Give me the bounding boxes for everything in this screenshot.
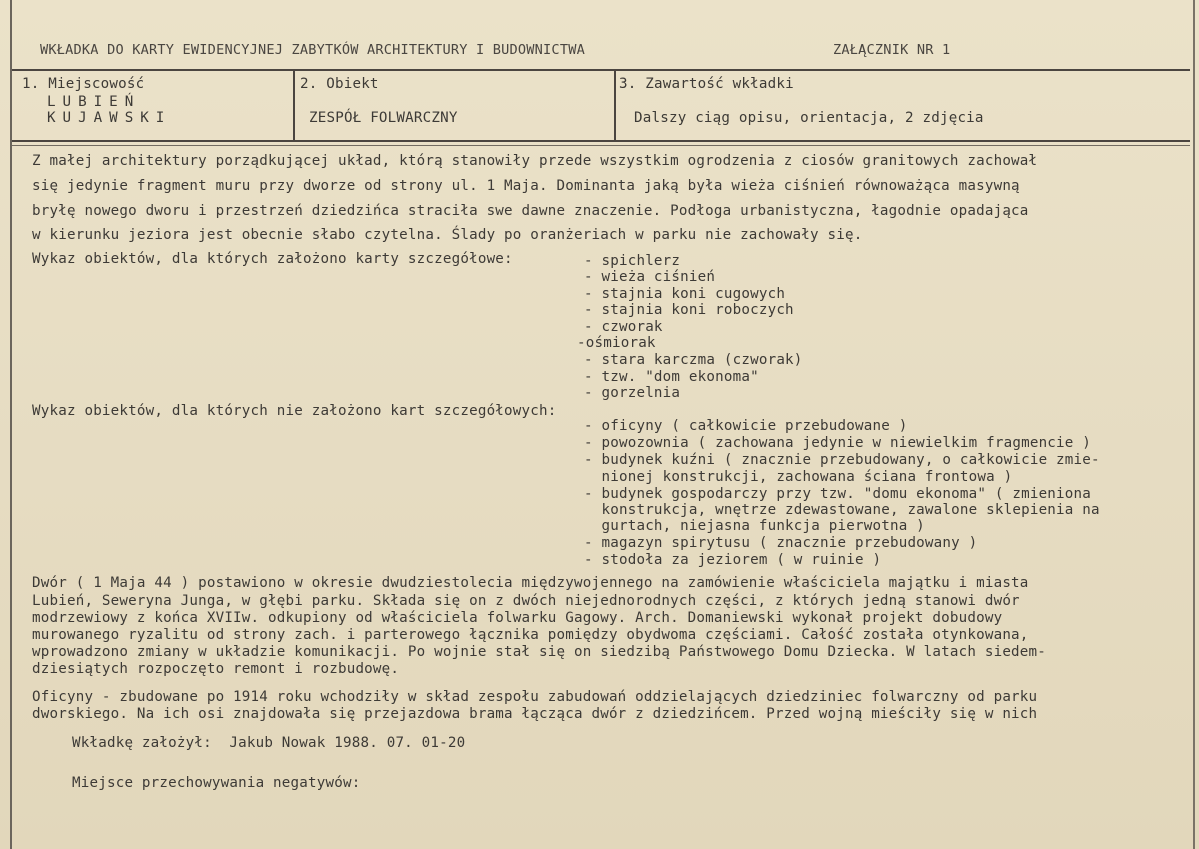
para3-line: Oficyny - zbudowane po 1914 roku wchodziły w skład zespołu zabudowań oddzielających dziedziniec folwarczny od parku [32, 689, 1038, 705]
list2-item: nionej konstrukcji, zachowana ściana frontowa ) [584, 469, 1013, 485]
author-line: Wkładkę założył: Jakub Nowak 1988. 07. 01-20 [72, 735, 466, 751]
list1-item: - spichlerz [584, 253, 681, 269]
list1-item: - stajnia koni cugowych [584, 286, 786, 302]
list2-item: - budynek kuźni ( znacznie przebudowany, o całkowicie zmie- [584, 452, 1100, 468]
field-divider-2 [614, 70, 616, 141]
place-line1: LUBIEŃ [47, 94, 141, 110]
list2-item: gurtach, niejasna funkcja pierwotna ) [584, 518, 925, 534]
list2-item: - budynek gospodarczy przy tzw. "domu ekonoma" ( zmieniona [584, 486, 1092, 502]
list2-intro: Wykaz obiektów, dla których nie założono kart szczegółowych: [32, 403, 557, 419]
place-label: 1. Miejscowość [22, 76, 145, 92]
para1-line: się jedynie fragment muru przy dworze od strony ul. 1 Maja. Dominanta jaką była wieża ciśnień równoważąca masywną [32, 178, 1020, 194]
object-label: 2. Obiekt [300, 76, 379, 92]
fields-bottom-rule [12, 140, 1190, 142]
fields-bottom-rule-2 [12, 145, 1190, 146]
list1-intro: Wykaz obiektów, dla których założono karty szczegółowe: [32, 251, 513, 267]
para3-line: dworskiego. Na ich osi znajdowała się przejazdowa brama łącząca dwór z dziedzińcem. Przed wojną mieściły się w nich [32, 706, 1038, 722]
list2-item: - powozownia ( zachowana jedynie w niewielkim fragmencie ) [584, 435, 1092, 451]
para1-line: w kierunku jeziora jest obecnie słabo czytelna. Ślady po oranżeriach w parku nie zachowały się. [32, 227, 863, 243]
attachment-label: ZAŁĄCZNIK NR 1 [833, 42, 951, 58]
list1-item: - czworak [584, 319, 663, 335]
list1-item: - stajnia koni roboczych [584, 302, 794, 318]
para2-line: Lubień, Seweryna Junga, w głębi parku. Składa się on z dwóch niejednorodnych części, z których jedną stanowi dwór [32, 593, 1020, 609]
para1-line: bryłę nowego dworu i przestrzeń dziedzińca straciła swe dawne znaczenie. Podłoga urbanistyczna, łagodnie opadająca [32, 203, 1029, 219]
para2-line: dziesiątych rozpoczęto remont i rozbudowę. [32, 661, 400, 677]
list2-item: - oficyny ( całkowicie przebudowane ) [584, 418, 908, 434]
para2-line: modrzewiowy z końca XVIIw. odkupiony od właściciela folwarku Gagowy. Arch. Domaniewski wykonał projekt dobudowy [32, 610, 1003, 626]
object-value: ZESPÓŁ FOLWARCZNY [309, 110, 458, 126]
negatives-line: Miejsce przechowywania negatywów: [72, 775, 361, 791]
list1-item: - tzw. "dom ekonoma" [584, 369, 759, 385]
list2-item: - stodoła za jeziorem ( w ruinie ) [584, 552, 882, 568]
list2-item: konstrukcja, wnętrze zdewastowane, zawalone sklepienia na [584, 502, 1100, 518]
para2-line: wprowadzono zmiany w układzie komunikacji. Po wojnie stał się on siedzibą Państwowego Domu Dziecka. W latach siedem- [32, 644, 1047, 660]
list1-item: - wieża ciśnień [584, 269, 716, 285]
list1-item: - stara karczma (czworak) [584, 352, 803, 368]
content-label: 3. Zawartość wkładki [619, 76, 794, 92]
list1-item: - gorzelnia [584, 385, 681, 401]
content-value: Dalszy ciąg opisu, orientacja, 2 zdjęcia [634, 110, 984, 126]
top-rule [12, 69, 1190, 71]
place-line2: KUJAWSKI [47, 110, 172, 126]
para1-line: Z małej architektury porządkującej układ, którą stanowiły przede wszystkim ogrodzenia z ciosów granitowych zachował [32, 153, 1038, 169]
para2-line: Dwór ( 1 Maja 44 ) postawiono w okresie dwudziestolecia międzywojennego na zamówienie właściciela majątku i miasta [32, 575, 1029, 591]
list1-item: -ośmiorak [577, 335, 656, 351]
card-title: WKŁADKA DO KARTY EWIDENCYJNEJ ZABYTKÓW ARCHITEKTURY I BUDOWNICTWA [40, 42, 585, 58]
list2-item: - magazyn spirytusu ( znacznie przebudowany ) [584, 535, 978, 551]
field-divider-1 [293, 70, 295, 141]
para2-line: murowanego ryzalitu od strony zach. i parterowego łącznika pomiędzy obydwoma częściami. Całość została otynkowana, [32, 627, 1029, 643]
